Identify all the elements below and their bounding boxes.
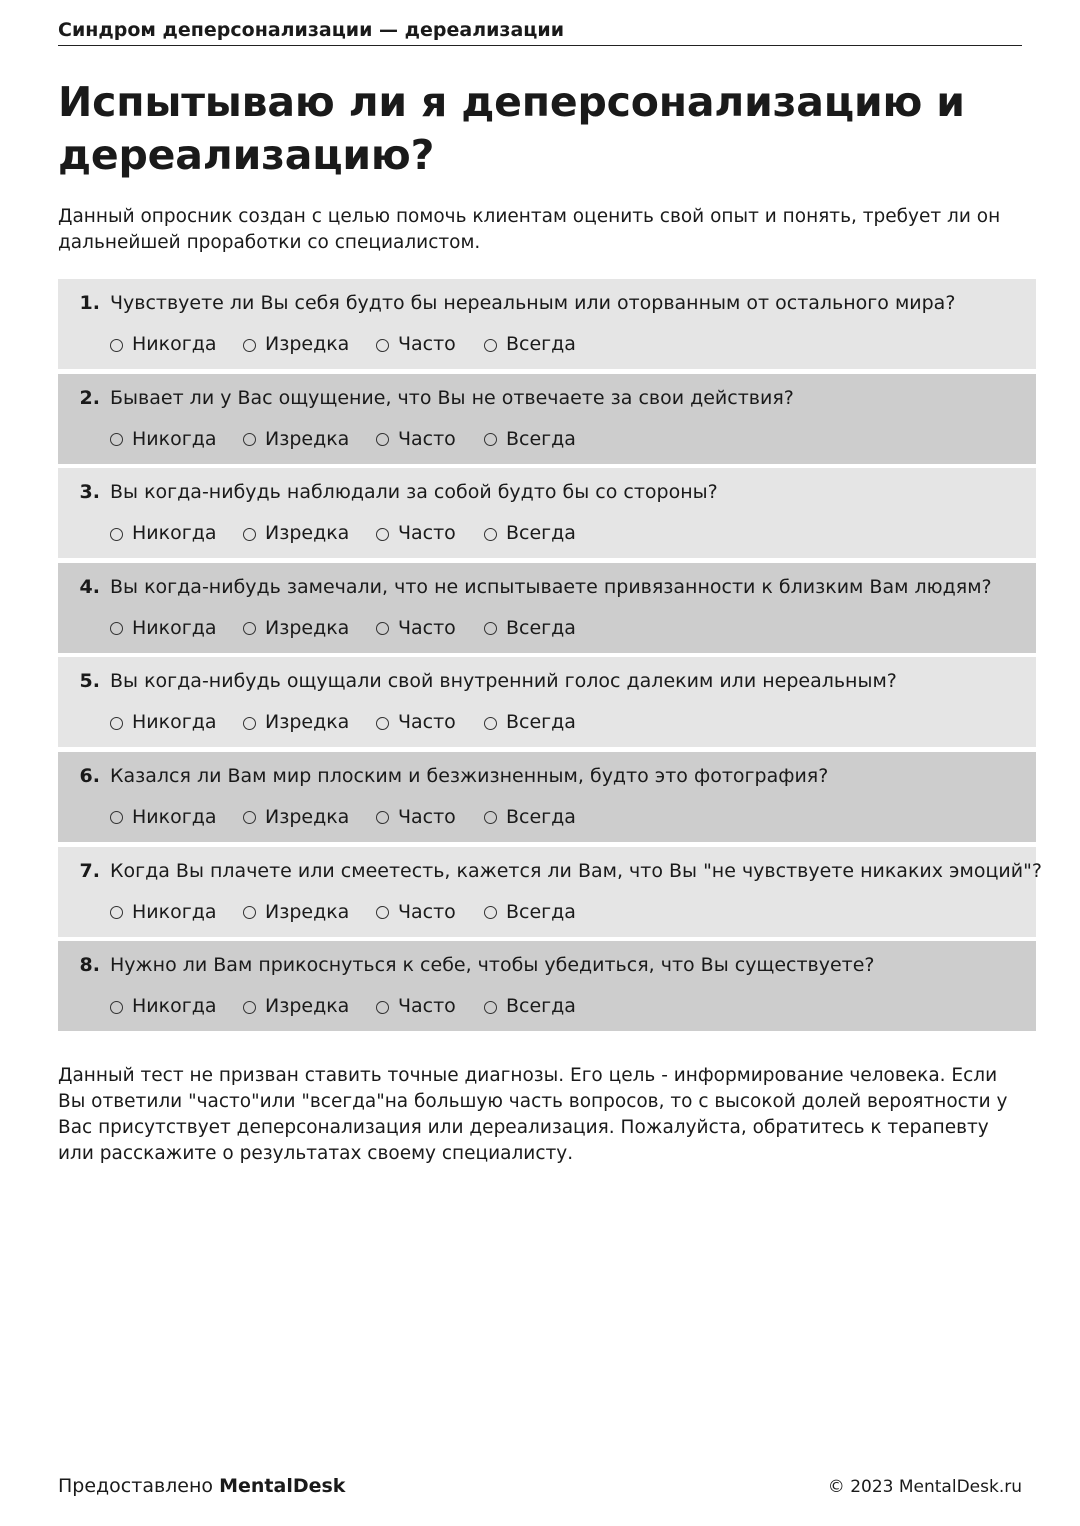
disclaimer-text: Данный тест не призван ставить точные диагнозы. Его цель - информирование человека. Если Вы ответили "часто"или "всегда"на большую часть вопросов, то с высокой долей вероятности у Вас присутствует деперсонализация или дереализация. Пожалуйста, обратитесь к терапевту или расскажите о результатах своему специалисту. (58, 1065, 1008, 1164)
option-label: Никогда (132, 711, 217, 734)
option-rarely[interactable] (243, 615, 349, 641)
question-1 (58, 279, 1036, 369)
radio-button[interactable] (376, 906, 389, 919)
option-never[interactable] (110, 899, 217, 925)
option-label: Всегда (506, 427, 576, 450)
question-text: Когда Вы плачете или смеетесть, кажется ли Вам, что Вы "не чувствуете никаких эмоций"? (110, 859, 1042, 882)
option-never[interactable] (110, 709, 217, 735)
question-text: Казался ли Вам мир плоским и безжизненным, будто это фотография? (110, 764, 829, 787)
radio-button[interactable] (110, 1001, 123, 1014)
option-always[interactable] (484, 520, 576, 546)
radio-button[interactable] (243, 339, 256, 352)
brand-name: MentalDesk (219, 1475, 346, 1497)
option-label: Всегда (506, 995, 576, 1018)
option-label: Часто (398, 900, 456, 923)
radio-button[interactable] (484, 906, 497, 919)
radio-button[interactable] (376, 1001, 389, 1014)
option-label: Изредка (265, 711, 350, 734)
question-text: Бывает ли у Вас ощущение, что Вы не отвечаете за свои действия? (110, 386, 794, 409)
radio-button[interactable] (376, 811, 389, 824)
option-rarely[interactable] (243, 993, 349, 1019)
radio-button[interactable] (376, 622, 389, 635)
option-label: Изредка (265, 900, 350, 923)
question-4 (58, 563, 1036, 653)
question-number: 1. (79, 292, 100, 314)
radio-button[interactable] (376, 433, 389, 446)
question-text: Вы когда-нибудь наблюдали за собой будто бы со стороны? (110, 481, 718, 504)
option-label: Никогда (132, 900, 217, 923)
option-often[interactable] (376, 804, 456, 830)
radio-button[interactable] (243, 433, 256, 446)
option-always[interactable] (484, 426, 576, 452)
answer-options (110, 899, 710, 925)
radio-button[interactable] (243, 717, 256, 730)
option-often[interactable] (376, 520, 456, 546)
radio-button[interactable] (243, 1001, 256, 1014)
header-title: Синдром деперсонализации — дереализации (58, 19, 565, 41)
answer-options (110, 520, 710, 546)
radio-button[interactable] (243, 906, 256, 919)
option-label: Часто (398, 711, 456, 734)
question-number: 8. (79, 954, 100, 977)
option-label: Изредка (265, 616, 350, 639)
question-text: Чувствуете ли Вы себя будто бы нереальным или оторванным от остального мира? (110, 292, 956, 314)
provided-by-label: Предоставлено (58, 1475, 214, 1497)
option-label: Изредка (265, 522, 350, 545)
radio-button[interactable] (110, 811, 123, 824)
question-number: 5. (79, 670, 100, 693)
question-5 (58, 657, 1036, 747)
option-always[interactable] (484, 899, 576, 925)
option-never[interactable] (110, 331, 217, 357)
answer-options (110, 804, 710, 830)
option-always[interactable] (484, 615, 576, 641)
question-number: 6. (79, 764, 100, 787)
radio-button[interactable] (484, 811, 497, 824)
question-6 (58, 752, 1036, 842)
question-8 (58, 941, 1036, 1031)
radio-button[interactable] (243, 528, 256, 541)
answer-options (110, 615, 710, 641)
footer-credit (58, 1473, 345, 1499)
option-often[interactable] (376, 615, 456, 641)
option-label: Всегда (506, 805, 576, 828)
radio-button[interactable] (484, 622, 497, 635)
option-rarely[interactable] (243, 804, 349, 830)
option-label: Часто (398, 995, 456, 1018)
option-label: Никогда (132, 427, 217, 450)
option-rarely[interactable] (243, 426, 349, 452)
answer-options (110, 426, 710, 452)
option-rarely[interactable] (243, 899, 349, 925)
radio-button[interactable] (110, 622, 123, 635)
footer-copyright: © 2023 MentalDesk.ru (827, 1477, 1022, 1497)
question-2 (58, 374, 1036, 464)
option-always[interactable] (484, 331, 576, 357)
option-always[interactable] (484, 709, 576, 735)
option-label: Изредка (265, 333, 350, 355)
radio-button[interactable] (484, 717, 497, 730)
option-rarely[interactable] (243, 331, 349, 357)
option-never[interactable] (110, 615, 217, 641)
option-label: Изредка (265, 995, 350, 1018)
option-never[interactable] (110, 804, 217, 830)
document-header (58, 16, 1022, 46)
question-number: 2. (79, 386, 100, 409)
option-often[interactable] (376, 899, 456, 925)
option-label: Никогда (132, 805, 217, 828)
radio-button[interactable] (243, 811, 256, 824)
radio-button[interactable] (243, 622, 256, 635)
answer-options (110, 331, 710, 357)
option-never[interactable] (110, 520, 217, 546)
radio-button[interactable] (376, 528, 389, 541)
option-label: Никогда (132, 995, 217, 1018)
question-3 (58, 468, 1036, 558)
radio-button[interactable] (110, 528, 123, 541)
option-often[interactable] (376, 709, 456, 735)
radio-button[interactable] (376, 717, 389, 730)
question-text: Вы когда-нибудь ощущали свой внутренний голос далеким или нереальным? (110, 670, 897, 693)
question-7 (58, 847, 1042, 937)
option-often[interactable] (376, 993, 456, 1019)
page-title: Испытываю ли я деперсонализацию и дереализацию? (58, 78, 965, 179)
option-label: Изредка (265, 427, 350, 450)
radio-button[interactable] (110, 906, 123, 919)
option-always[interactable] (484, 804, 576, 830)
radio-button[interactable] (110, 433, 123, 446)
option-label: Всегда (506, 616, 576, 639)
option-often[interactable] (376, 331, 456, 357)
intro-text: Данный опросник создан с целью помочь клиентам оценить свой опыт и понять, требует ли он дальнейшей проработки со специалистом. (58, 206, 1001, 253)
option-label: Изредка (265, 805, 350, 828)
option-often[interactable] (376, 426, 456, 452)
option-label: Никогда (132, 333, 217, 355)
answer-options (110, 993, 710, 1019)
option-label: Часто (398, 522, 456, 545)
radio-button[interactable] (484, 1001, 497, 1014)
radio-button[interactable] (484, 528, 497, 541)
option-label: Никогда (132, 522, 217, 545)
radio-button[interactable] (110, 339, 123, 352)
question-text: Вы когда-нибудь замечали, что не испытываете привязанности к близким Вам людям? (110, 575, 992, 598)
option-label: Часто (398, 427, 456, 450)
question-number: 3. (79, 481, 100, 504)
option-label: Всегда (506, 522, 576, 545)
answer-options (110, 709, 710, 735)
question-text: Нужно ли Вам прикоснуться к себе, чтобы убедиться, что Вы существуете? (110, 954, 875, 977)
question-number: 4. (79, 575, 100, 598)
option-never[interactable] (110, 993, 217, 1019)
option-label: Часто (398, 333, 456, 355)
radio-button[interactable] (376, 339, 389, 352)
option-label: Часто (398, 616, 456, 639)
option-never[interactable] (110, 426, 217, 452)
radio-button[interactable] (484, 339, 497, 352)
radio-button[interactable] (484, 433, 497, 446)
option-label: Никогда (132, 616, 217, 639)
questionnaire (58, 279, 1042, 1036)
radio-button[interactable] (110, 717, 123, 730)
option-label: Всегда (506, 333, 576, 355)
option-label: Всегда (506, 711, 576, 734)
option-rarely[interactable] (243, 709, 349, 735)
option-always[interactable] (484, 993, 576, 1019)
option-rarely[interactable] (243, 520, 349, 546)
question-number: 7. (79, 859, 100, 882)
option-label: Часто (398, 805, 456, 828)
option-label: Всегда (506, 900, 576, 923)
